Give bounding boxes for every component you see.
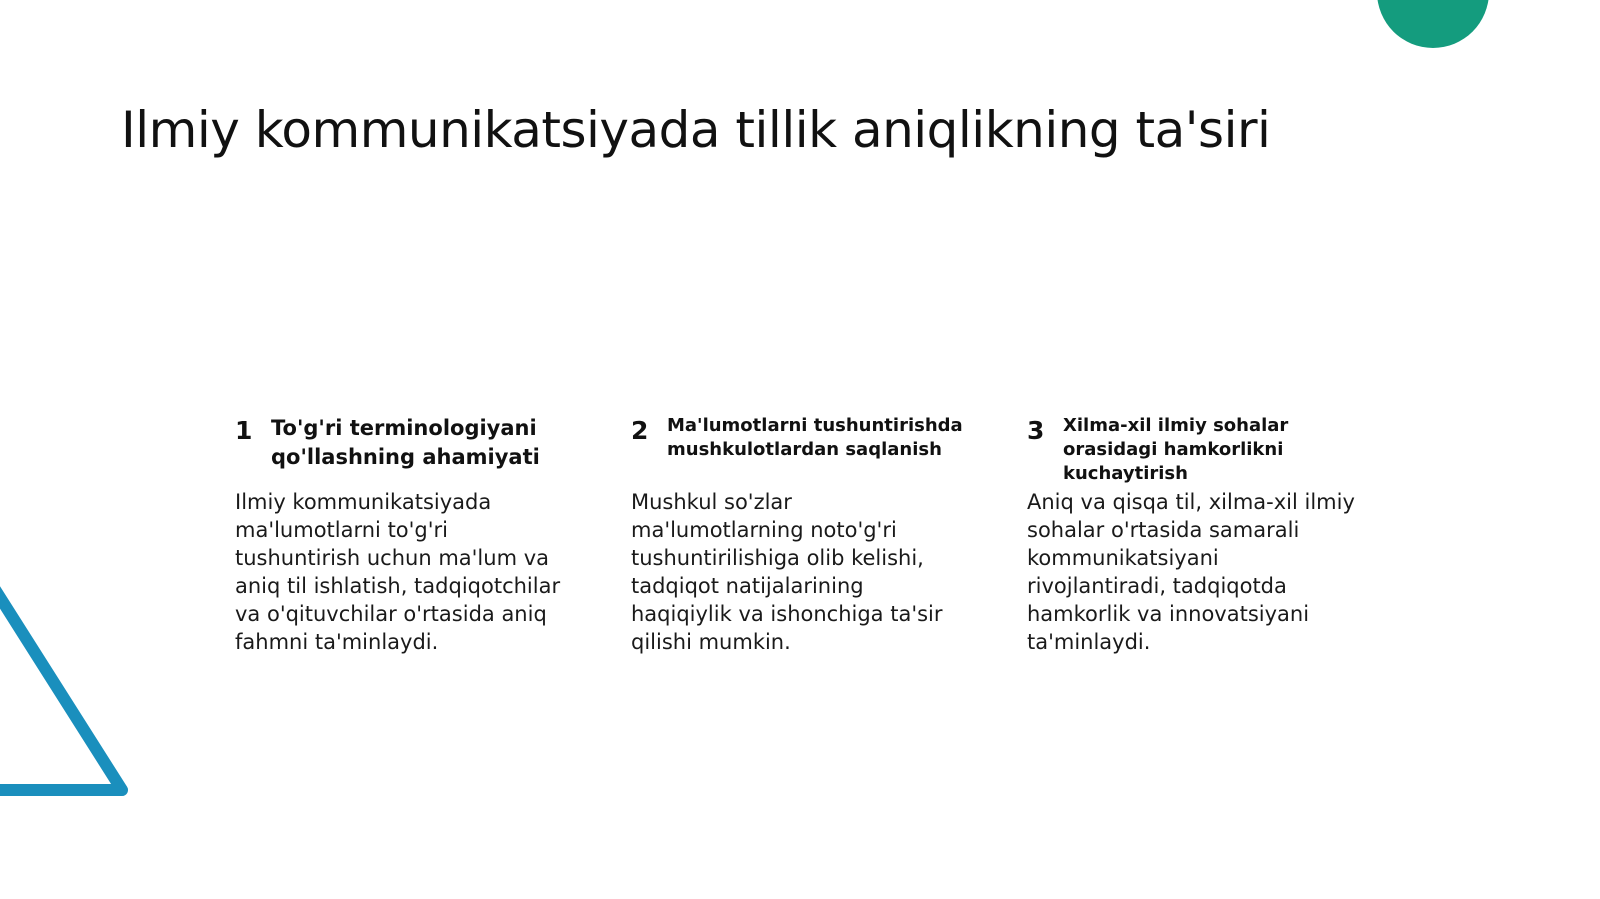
point-item-3 <box>1027 414 1372 656</box>
point-number: 1 <box>235 416 253 445</box>
point-header <box>235 414 580 488</box>
point-header <box>1027 414 1372 488</box>
point-heading: Ma'lumotlarni tushuntirishda mushkulotlardan saqlanish <box>667 415 963 460</box>
point-heading: To'g'ri terminologiyani qo'llashning ahamiyati <box>271 416 540 469</box>
slide-title: Ilmiy kommunikatsiyada tillik aniqlikning ta'siri <box>121 101 1271 159</box>
decorative-triangle-icon <box>0 560 140 820</box>
point-heading: Xilma-xil ilmiy sohalar orasidagi hamkorlikni kuchaytirish <box>1063 415 1289 484</box>
point-body: Ilmiy kommunikatsiyada ma'lumotlarni to'g'ri tushuntirish uchun ma'lum va aniq til ishlatish, tadqiqotchilar va o'qituvchilar o'rtasida aniq fahmni ta'minlaydi. <box>235 490 561 654</box>
point-body: Mushkul so'zlar ma'lumotlarning noto'g'ri tushuntirilishiga olib kelishi, tadqiqot natijalarining haqiqiylik va ishonchiga ta'sir qilishi mumkin. <box>631 490 943 654</box>
point-item-2 <box>631 414 976 656</box>
point-number: 2 <box>631 416 649 445</box>
point-number: 3 <box>1027 416 1045 445</box>
point-header <box>631 414 976 488</box>
point-item-1 <box>235 414 580 656</box>
point-body: Aniq va qisqa til, xilma-xil ilmiy sohalar o'rtasida samarali kommunikatsiyani rivojlantiradi, tadqiqotda hamkorlik va innovatsiyani ta'minlaydi. <box>1027 490 1355 654</box>
decorative-circle-icon <box>1377 0 1489 48</box>
